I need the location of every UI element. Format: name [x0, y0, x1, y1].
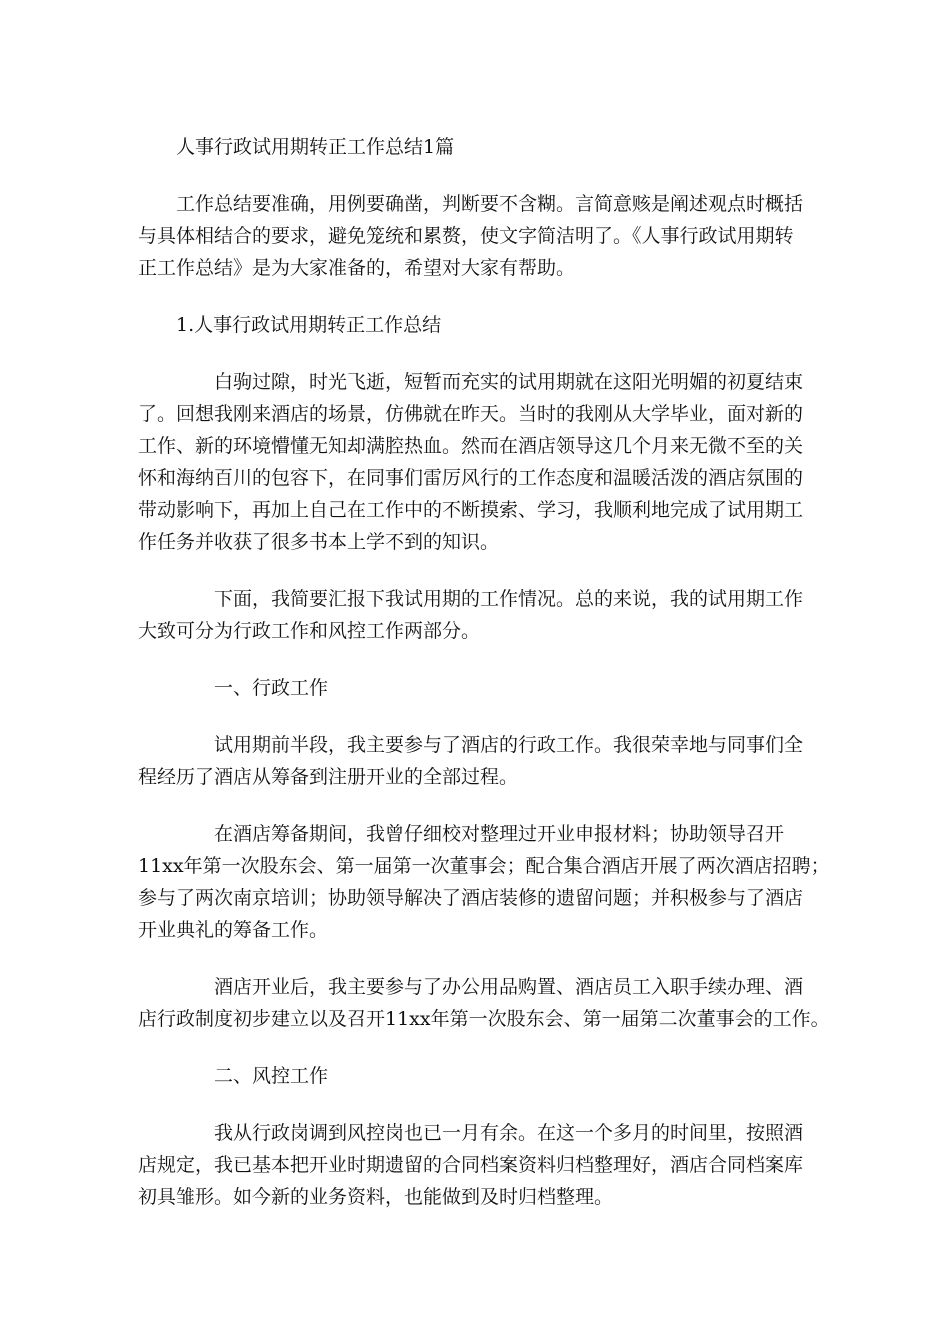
paragraph-line: 在酒店筹备期间，我曾仔细校对整理过开业申报材料；协助领导召开: [214, 823, 785, 845]
document-title-block: [138, 131, 826, 163]
subheading-admin: 一、行政工作: [214, 677, 329, 699]
paragraph-line: 作任务并收获了很多书本上学不到的知识。: [138, 531, 500, 553]
paragraph-line: 程经历了酒店从筹备到注册开业的全部过程。: [138, 766, 519, 788]
body-paragraph: [138, 729, 826, 793]
paragraph-line: 参与了两次南京培训；协助领导解决了酒店装修的遗留问题；并积极参与了酒店: [138, 887, 804, 909]
paragraph-line: 11xx年第一次股东会、第一届第一次董事会；配合集合酒店开展了两次酒店招聘；: [138, 855, 830, 877]
paragraph-line: 怀和海纳百川的包容下，在同事们雷厉风行的工作态度和温暖活泼的酒店氛围的: [138, 467, 804, 489]
intro-line: 正工作总结》是为大家准备的，希望对大家有帮助。: [138, 257, 576, 279]
subheading-block: [138, 672, 826, 704]
section-heading-block: [138, 309, 826, 341]
body-paragraph: [138, 818, 830, 946]
document-body: [138, 131, 830, 1238]
paragraph-line: 店行政制度初步建立以及召开11xx年第一次股东会、第一届第二次董事会的工作。: [138, 1008, 830, 1030]
body-paragraph: [138, 1117, 826, 1213]
paragraph-line: 带动影响下，再加上自己在工作中的不断摸索、学习，我顺利地完成了试用期工: [138, 499, 804, 521]
paragraph-line: 酒店开业后，我主要参与了办公用品购置、酒店员工入职手续办理、酒: [214, 976, 804, 998]
body-paragraph: [138, 583, 826, 647]
intro-paragraph: [138, 188, 826, 284]
body-paragraph: [138, 366, 826, 558]
subheading-risk: 二、风控工作: [214, 1065, 329, 1087]
paragraph-line: 开业典礼的筹备工作。: [138, 919, 329, 941]
paragraph-line: 初具雏形。如今新的业务资料，也能做到及时归档整理。: [138, 1186, 614, 1208]
paragraph-line: 试用期前半段，我主要参与了酒店的行政工作。我很荣幸地与同事们全: [214, 734, 804, 756]
document-title: 人事行政试用期转正工作总结1篇: [176, 136, 455, 158]
intro-line: 工作总结要准确，用例要确凿，判断要不含糊。言简意赅是阐述观点时概括: [176, 193, 804, 215]
paragraph-line: 店规定，我已基本把开业时期遗留的合同档案资料归档整理好，酒店合同档案库: [138, 1154, 804, 1176]
section-heading: 1.人事行政试用期转正工作总结: [176, 314, 442, 336]
paragraph-line: 白驹过隙，时光飞逝，短暂而充实的试用期就在这阳光明媚的初夏结束: [214, 371, 804, 393]
body-paragraph: [138, 971, 830, 1035]
paragraph-line: 工作、新的环境懵懂无知却满腔热血。然而在酒店领导这几个月来无微不至的关: [138, 435, 804, 457]
paragraph-line: 下面，我简要汇报下我试用期的工作情况。总的来说，我的试用期工作: [214, 588, 804, 610]
paragraph-line: 大致可分为行政工作和风控工作两部分。: [138, 620, 481, 642]
intro-line: 与具体相结合的要求，避免笼统和累赘，使文字简洁明了。《人事行政试用期转: [138, 225, 794, 247]
paragraph-line: 了。回想我刚来酒店的场景，仿佛就在昨天。当时的我刚从大学毕业，面对新的: [138, 403, 804, 425]
subheading-block: [138, 1060, 826, 1092]
paragraph-line: 我从行政岗调到风控岗也已一月有余。在这一个多月的时间里，按照酒: [214, 1122, 804, 1144]
